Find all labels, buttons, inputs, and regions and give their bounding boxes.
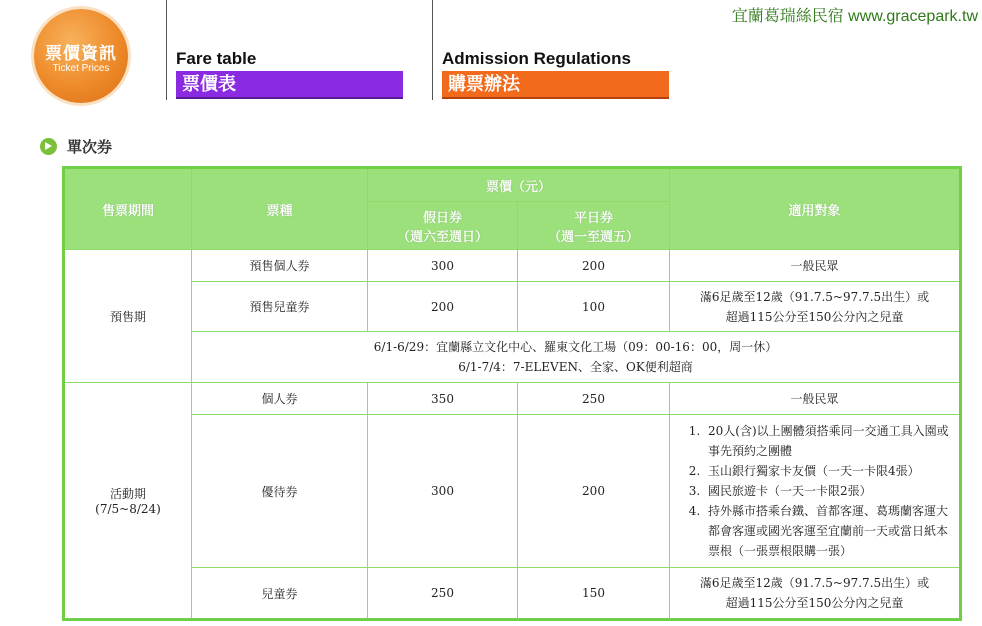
- target-line: 超過115公分至150公分內之兒童: [725, 309, 904, 324]
- tab-admission-regulations-zh: 購票辦法: [442, 71, 669, 99]
- weekday-price: 150: [518, 568, 670, 620]
- header-type: 票種: [192, 168, 368, 250]
- period-presale: 預售期: [64, 250, 192, 383]
- table-row: [64, 332, 961, 383]
- presale-locations: [192, 332, 961, 383]
- holiday-price: 300: [368, 415, 518, 568]
- badge-subtitle: Ticket Prices: [52, 63, 110, 74]
- ticket-prices-badge: [34, 9, 128, 103]
- section-title: 單次券: [67, 138, 113, 156]
- arrow-right-icon: [40, 138, 57, 155]
- discount-conditions: [684, 421, 951, 561]
- header-price: 票價（元）: [368, 168, 670, 202]
- site-name: 宜蘭葛瑞絲民宿: [731, 6, 844, 25]
- target: 一般民眾: [670, 250, 961, 282]
- weekday-price: 250: [518, 383, 670, 415]
- tab-fare-table[interactable]: [176, 49, 403, 99]
- header-period: 售票期間: [64, 168, 192, 250]
- location-line: 6/1-6/29：宜蘭縣立文化中心、羅東文化工場（09：00-16：00，周一休）: [373, 340, 778, 354]
- period-event-dates: (7/5~8/24): [95, 502, 161, 516]
- list-item: 3. 國民旅遊卡（一天一卡限2張）: [704, 481, 951, 501]
- ticket-type: 兒童券: [192, 568, 368, 620]
- header-target: 適用對象: [670, 168, 961, 250]
- header-holiday: [368, 202, 518, 250]
- table-row: [64, 568, 961, 620]
- ticket-type: 優待券: [192, 415, 368, 568]
- header-holiday-label: 假日券: [422, 210, 462, 226]
- holiday-price: 350: [368, 383, 518, 415]
- list-item: 2. 玉山銀行獨家卡友價（一天一卡限4張）: [704, 461, 951, 481]
- header-weekday-label: 平日券: [573, 210, 613, 226]
- list-item: 4. 持外縣市搭乘台鐵、首都客運、葛瑪蘭客運大都會客運或國光客運至宜蘭前一天或當日紙本票根（一張票根限購一張）: [704, 501, 951, 561]
- location-line: 6/1-7/4：7-ELEVEN、全家、OK便利超商: [458, 360, 693, 374]
- weekday-price: 100: [518, 282, 670, 332]
- fare-table: [62, 166, 962, 621]
- ticket-type: 預售個人券: [192, 250, 368, 282]
- target: [670, 568, 961, 620]
- period-event-label: 活動期: [109, 487, 146, 501]
- weekday-price: 200: [518, 250, 670, 282]
- weekday-price: 200: [518, 415, 670, 568]
- header-weekday-sub: （週一至週五）: [547, 229, 639, 245]
- divider: [432, 0, 433, 100]
- holiday-price: 200: [368, 282, 518, 332]
- table-row: [64, 282, 961, 332]
- list-item: 1. 20人(含)以上團體須搭乘同一交通工具入園或事先預約之團體: [704, 421, 951, 461]
- target-line: 超過115公分至150公分內之兒童: [725, 596, 904, 610]
- table-row: [64, 383, 961, 415]
- tab-fare-table-zh: 票價表: [176, 71, 403, 99]
- tab-admission-regulations-en: Admission Regulations: [442, 49, 631, 68]
- ticket-type: 個人券: [192, 383, 368, 415]
- period-event: [64, 383, 192, 620]
- section-heading: [40, 136, 112, 157]
- site-url: www.gracepark.tw: [848, 8, 978, 25]
- tab-fare-table-en: Fare table: [176, 49, 257, 68]
- holiday-price: 250: [368, 568, 518, 620]
- target-line: 滿6足歲至12歲（91.7.5~97.7.5出生）或: [699, 289, 930, 304]
- target: [670, 282, 961, 332]
- header-weekday: [518, 202, 670, 250]
- target: 一般民眾: [670, 383, 961, 415]
- ticket-type: 預售兒童券: [192, 282, 368, 332]
- badge-title: 票價資訊: [45, 44, 117, 64]
- table-row: [64, 250, 961, 282]
- holiday-price: 300: [368, 250, 518, 282]
- header-holiday-sub: （週六至週日）: [396, 229, 488, 245]
- target-line: 滿6足歲至12歲（91.7.5~97.7.5出生）或: [699, 576, 930, 590]
- tab-admission-regulations[interactable]: [442, 49, 669, 99]
- table-row: [64, 415, 961, 568]
- site-link[interactable]: [732, 3, 978, 26]
- target: [670, 415, 961, 568]
- divider: [166, 0, 167, 100]
